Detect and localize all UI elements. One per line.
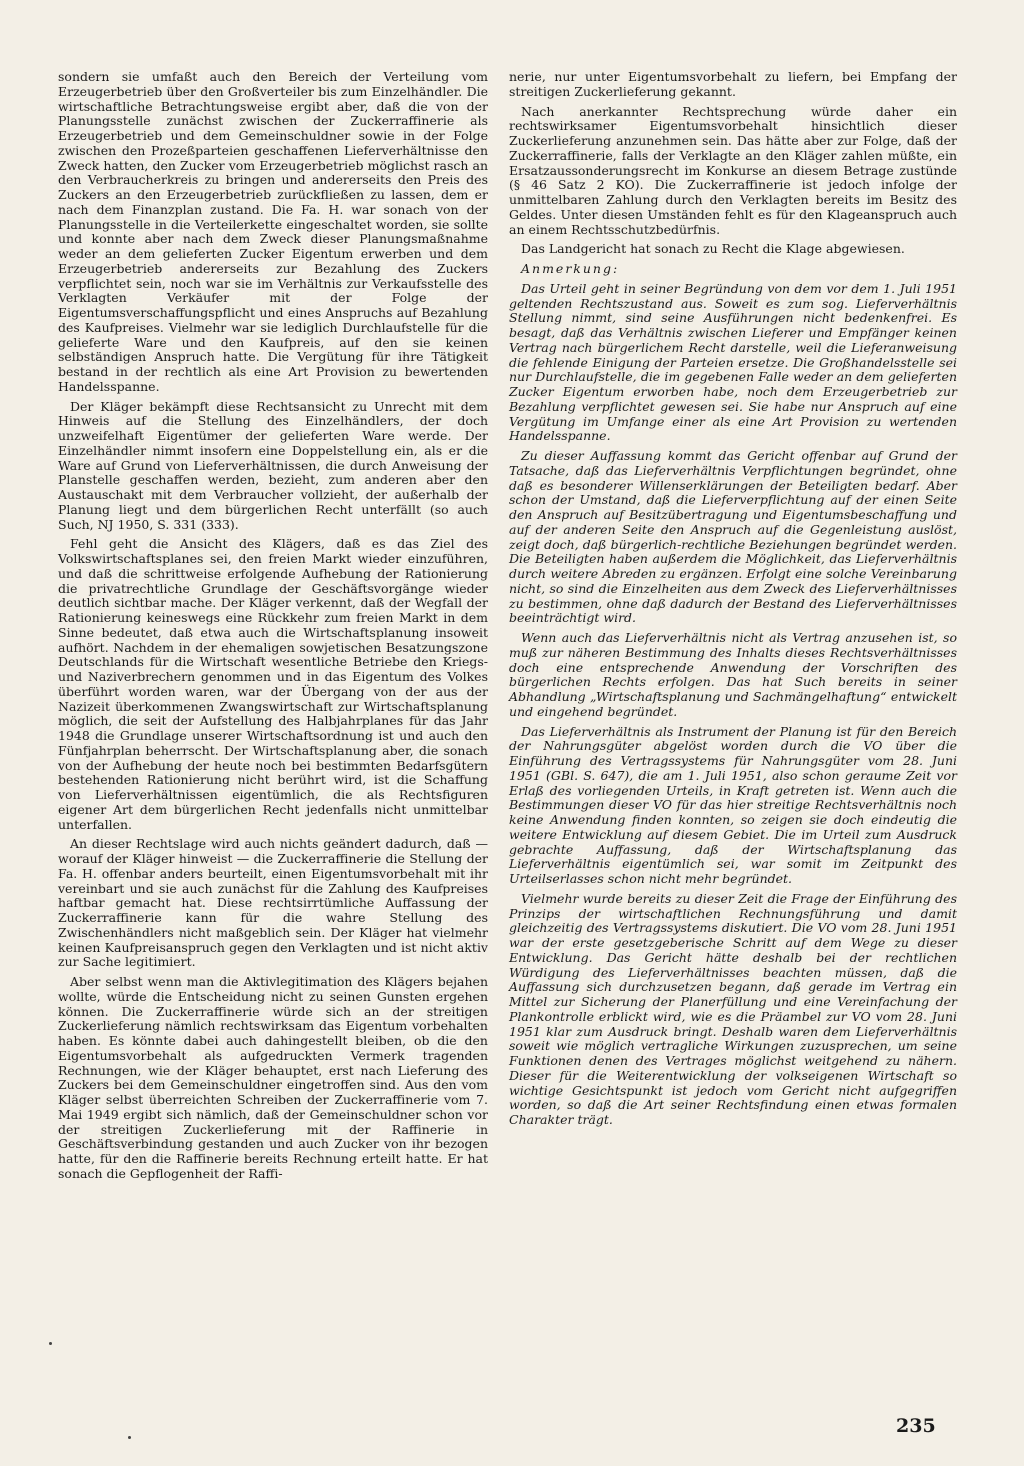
annotation-paragraph: Das Urteil geht in seiner Begründung von dem vor dem 1. Juli 1951 geltenden Rechtszustand aus. Soweit es zum sog. Lieferverhältnis Stellung nimmt, sind seine Ausführungen nicht bedenkenfrei. Es besagt, daß das Verhältnis zwischen Lieferer und Empfänger keinen Vertrag nach bürgerlichem Recht darstelle, weil die Lieferanweisung die fehlende Einigung der Parteien ersetze. Die Großhandelsstelle sei nur Durchlaufstelle, die im gegebenen Falle weder an dem gelieferten Zucker Eigentum erworben habe, noch dem Erzeugerbetrieb zur Bezahlung verpflichtet gewesen sei. Sie habe nur Anspruch auf eine Vergütung im Umfange einer als eine Art Provision zu wertenden Handelsspanne. xyxy=(509,280,957,444)
paragraph: Aber selbst wenn man die Aktivlegitimation des Klägers bejahen wollte, würde die Entscheidung nicht zu seinen Gunsten ergehen können. Die Zuckerraffinerie würde sich an der streitigen Zuckerlieferung nämlich rechtswirksam das Eigentum vorbehalten haben. Es könnte dabei auch dahingestellt bleiben, ob die den Eigentumsvorbehalt als aufgedruckten Vermerk tragenden Rechnungen, wie der Kläger behauptet, erst nach Lieferung des Zuckers bei dem Gemeinschuldner eingetroffen sind. Aus den vom Kläger selbst überreichten Schreiben der Zuckerraffinerie vom 7. Mai 1949 ergibt sich nämlich, daß der Gemeinschuldner schon vor der streitigen Zuckerlieferung mit der Raffinerie in Geschäftsverbindung gestanden und auch Zucker von ihr bezogen hatte, für den die Raffinerie bereits Rechnung erteilt hatte. Er hat sonach die Gepflogenheit der Raffi- xyxy=(58,974,488,1181)
annotation-paragraph: Wenn auch das Lieferverhältnis nicht als Vertrag anzusehen ist, so muß zur näheren Bestimmung des Inhalts dieses Rechtsverhältnisses doch eine entsprechende Anwendung der Vorschriften des bürgerlichen Rechts erfolgen. Das hat Such bereits in seiner Abhandlung „Wirtschaftsplanung und Sachmängelhaftung“ entwickelt und eingehend begründet. xyxy=(509,630,957,719)
paragraph: An dieser Rechtslage wird auch nichts geändert dadurch, daß — worauf der Kläger hinweist — die Zuckerraffinerie die Stellung der Fa. H. offenbar anders beurteilt, einen Eigentumsvorbehalt mit ihr vereinbart und sie auch zunächst für die Zahlung des Kaufpreises haftbar gemacht hat. Diese rechtsirrtümliche Auffassung der Zuckerraffinerie kann für die wahre Stellung des Zwischenhändlers nicht maßgeblich sein. Der Kläger hat vielmehr keinen Kaufpreisanspruch gegen den Verklagten und ist nicht aktiv zur Sache legitimiert. xyxy=(58,836,488,970)
left-column xyxy=(58,70,488,1187)
annotation-paragraph: Vielmehr wurde bereits zu dieser Zeit die Frage der Einführung des Prinzips der wirtschaftlichen Rechnungsführung und damit gleichzeitig des Vertragssystems diskutiert. Die VO vom 28. Juni 1951 war der erste gesetzgeberische Schritt auf dem Wege zu dieser Entwicklung. Das Gericht hätte deshalb bei der rechtlichen Würdigung des Lieferverhältnisses beachten müssen, daß die Auffassung sich durchzusetzen begann, daß gerade im Vertrag ein Mittel zur Sicherung der Planerfüllung und eine Vereinfachung der Plankontrolle erblickt wird, wie es die Präambel zur VO vom 28. Juni 1951 klar zum Ausdruck bringt. Deshalb waren dem Lieferverhältnis soweit wie möglich vertragliche Wirkungen zuzusprechen, um seine Funktionen denen des Vertrages möglichst weitgehend zu nähern. Dieser für die Weiterentwicklung der volkseigenen Wirtschaft so wichtige Gesichtspunkt ist jedoch vom Gericht nicht aufgegriffen worden, so daß die Art seiner Rechtsfindung einen etwas formalen Charakter trägt. xyxy=(509,890,957,1127)
annotation-heading: Anmerkung: xyxy=(521,261,620,276)
scan-speck xyxy=(49,1342,52,1345)
paragraph: Das Landgericht hat sonach zu Recht die Klage abgewiesen. xyxy=(521,241,905,257)
right-column xyxy=(509,70,957,1133)
paragraph: nerie, nur unter Eigentumsvorbehalt zu liefern, bei Empfang der streitigen Zuckerlieferung gekannt. xyxy=(509,69,957,99)
scan-speck xyxy=(128,1436,131,1439)
paragraph: Fehl geht die Ansicht des Klägers, daß es das Ziel des Volkswirtschaftsplanes sei, den freien Markt wieder einzuführen, und daß die schrittweise erfolgende Aufhebung der Rationierung die privatrechtliche Grundlage der Geschäftsvorgänge wieder deutlich sichtbar mache. Der Kläger verkennt, daß der Wegfall der Rationierung keineswegs eine Rückkehr zum freien Markt in dem Sinne bedeutet, daß etwa auch die Wirtschaftsplanung insoweit aufhört. Nachdem in der ehemaligen sowjetischen Besatzungszone Deutschlands für die Wirtschaft wesentliche Betriebe den Kriegs- und Naziverbrechern genommen und in das Eigentum des Volkes überführt worden waren, war der Übergang von der aus der Nazizeit überkommenen Zwangswirtschaft zur Wirtschaftsplanung möglich, die seit der Aufstellung des Halbjahrplanes für das Jahr 1948 die Grundlage unserer Wirtschaftsordnung ist und auch den Fünfjahrplan beherrscht. Der Wirtschaftsplanung aber, die sonach von der Aufhebung der heute noch bei bestimmten Bedarfsgütern bestehenden Rationierung nicht berührt wird, ist die Schaffung von Lieferverhältnissen eigentümlich, die als Rechtsfiguren eigener Art dem bürgerlichen Recht jedenfalls nicht unmittelbar unterfallen. xyxy=(58,536,488,832)
page-number: 235 xyxy=(896,1415,936,1437)
paragraph: sondern sie umfaßt auch den Bereich der Verteilung vom Erzeugerbetrieb über den Großverteiler bis zum Einzelhändler. Die wirtschaftliche Betrachtungsweise ergibt aber, daß die von der Planungsstelle zunächst zwischen der Zuckerraffinerie als Erzeugerbetrieb und dem Gemeinschuldner sowie in der Folge zwischen den Prozeßparteien geschaffenen Lieferverhältnisse den Zweck hatten, den Zucker vom Erzeugerbetrieb möglichst rasch an den Verbraucherkreis zu bringen und andererseits den Preis des Zuckers an den Erzeugerbetrieb zurückfließen zu lassen, dem er nach dem Finanzplan zustand. Die Fa. H. war sonach von der Planungsstelle in die Verteilerkette eingeschaltet worden, sie sollte und konnte aber nach dem Zweck dieser Planungsmaßnahme weder an dem gelieferten Zucker Eigentum erwerben und dem Erzeugerbetrieb andererseits zur Bezahlung des Zuckers verpflichtet sein, noch war sie im Verhältnis zur Verkaufsstelle des Verklagten Verkäufer mit der Folge der Eigentumsverschaffungspflicht und eines Anspruchs auf Bezahlung des Kaufpreises. Vielmehr war sie lediglich Durchlaufstelle für die gelieferte Ware und den Kaufpreis, auf den sie keinen selbständigen Anspruch hatte. Die Vergütung für ihre Tätigkeit bestand in der rechtlich als eine Art Provision zu bewertenden Handelsspanne. xyxy=(58,69,488,394)
paragraph: Nach anerkannter Rechtsprechung würde daher ein rechtswirksamer Eigentumsvorbehalt hinsichtlich dieser Zuckerlieferung anzunehmen sein. Das hätte aber zur Folge, daß der Zuckerraffinerie, falls der Verklagte an den Kläger zahlen müßte, ein Ersatzaussonderungsrecht im Konkurse an diesem Betrage zustünde (§ 46 Satz 2 KO). Die Zuckerraffinerie ist jedoch infolge der unmittelbaren Zahlung durch den Verklagten bereits im Besitz des Geldes. Unter diesen Umständen fehlt es für den Klageanspruch auch an einem Rechtsschutzbedürfnis. xyxy=(509,103,957,237)
annotation-paragraph: Zu dieser Auffassung kommt das Gericht offenbar auf Grund der Tatsache, daß das Lieferverhältnis Verpflichtungen begründet, ohne daß es besonderer Willenserklärungen der Beteiligten bedarf. Aber schon der Umstand, daß die Lieferverpflichtung auf der einen Seite den Anspruch auf Besitzübertragung und Eigentumsbeschaffung und auf der anderen Seite den Anspruch auf die Gegenleistung auslöst, zeigt doch, daß bürgerlich-rechtliche Beziehungen begründet werden. Die Beteiligten haben außerdem die Möglichkeit, das Lieferverhältnis durch weitere Abreden zu ergänzen. Erfolgt eine solche Vereinbarung nicht, so sind die Einzelheiten aus dem Zweck des Lieferverhältnisses zu bestimmen, ohne daß dadurch der Bestand des Lieferverhältnisses beeinträchtigt wird. xyxy=(509,448,957,626)
annotation-paragraph: Das Lieferverhältnis als Instrument der Planung ist für den Bereich der Nahrungsgüter abgelöst worden durch die VO über die Einführung des Vertragssystems für Nahrungsgüter vom 28. Juni 1951 (GBl. S. 647), die am 1. Juli 1951, also schon geraume Zeit vor Erlaß des vorliegenden Urteils, in Kraft getreten ist. Wenn auch die Bestimmungen dieser VO für das hier streitige Rechtsverhältnis noch keine Anwendung finden konnten, so zeigen sie doch eindeutig die weitere Entwicklung auf diesem Gebiet. Die im Urteil zum Ausdruck gebrachte Auffassung, daß der Wirtschaftsplanung das Lieferverhältnis eigentümlich sei, war somit im Zeitpunkt des Urteilserlasses schon nicht mehr begründet. xyxy=(509,723,957,886)
paragraph: Der Kläger bekämpft diese Rechtsansicht zu Unrecht mit dem Hinweis auf die Stellung des Einzelhändlers, der doch unzweifelhaft Eigentümer der gelieferten Ware werde. Der Einzelhändler nimmt insofern eine Doppelstellung ein, als er die Ware auf Grund von Lieferverhältnissen, die durch Anweisung der Planstelle geschaffen werden, bezieht, zum anderen aber den Austauschakt mit dem Verbraucher vollzieht, der außerhalb der Planung liegt und dem bürgerlichen Recht unterfällt (so auch Such, NJ 1950, S. 331 (333). xyxy=(58,398,488,532)
